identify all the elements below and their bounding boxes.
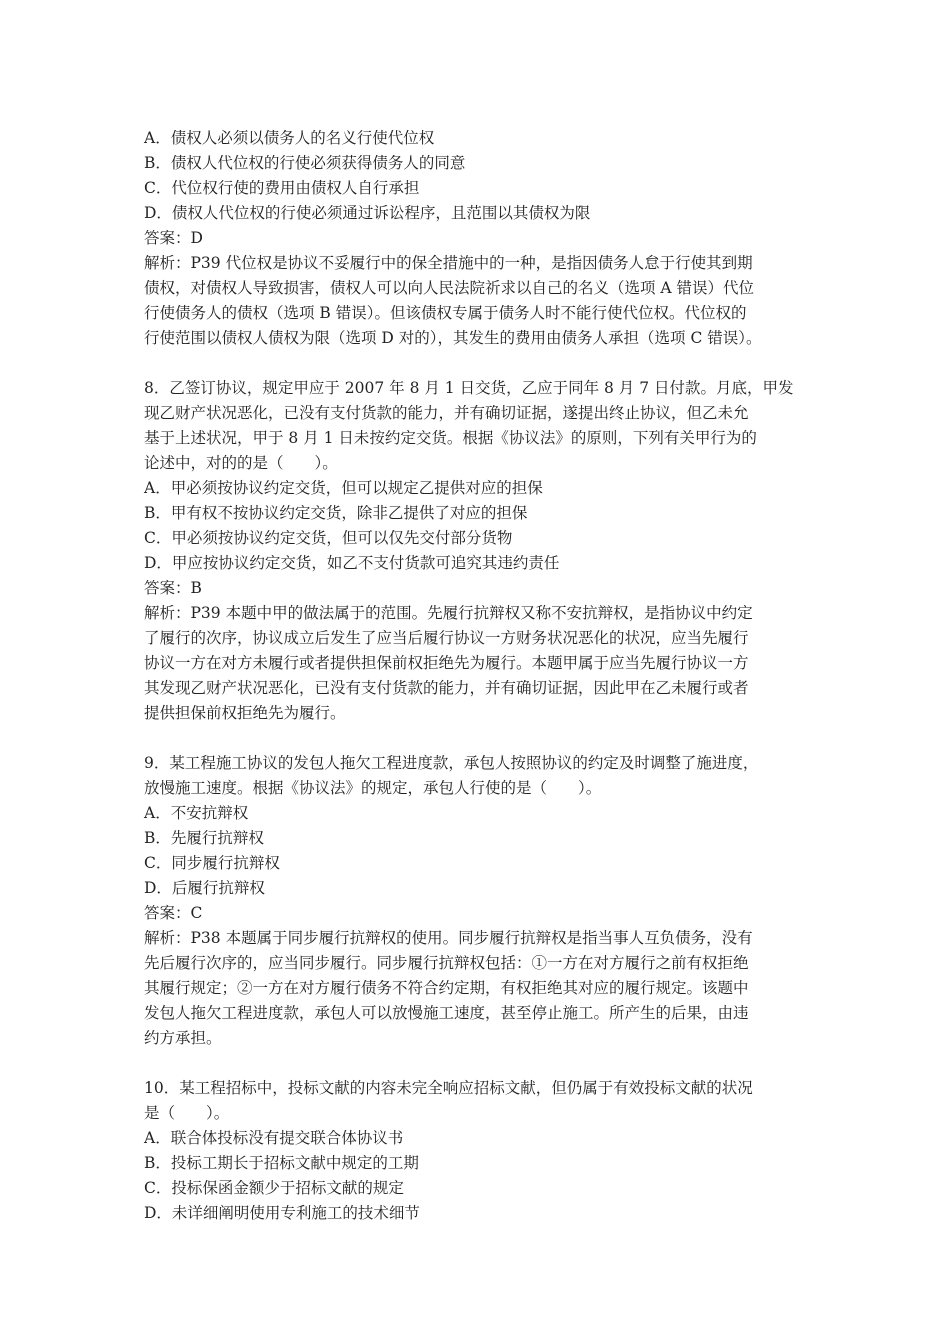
option-d: D．甲应按协议约定交货，如乙不支付货款可追究其违约责任 bbox=[144, 554, 560, 572]
analysis-line: 提供担保前权拒绝先为履行。 bbox=[144, 704, 346, 722]
analysis-line: 行使范围以债权人债权为限（选项 D 对的），其发生的费用由债务人承担（选项 C 错误）。 bbox=[144, 329, 762, 347]
analysis-line: 其履行规定；②一方在对方履行债务不符合约定期，有权拒绝其对应的履行规定。该题中 bbox=[144, 979, 749, 997]
paragraph-gap bbox=[144, 726, 810, 751]
option-c: C．投标保函金额少于招标文献的规定 bbox=[144, 1179, 404, 1197]
question-8-block bbox=[144, 376, 810, 726]
document-page bbox=[144, 126, 810, 1226]
answer: 答案：D bbox=[144, 229, 203, 247]
option-a: A．不安抗辩权 bbox=[144, 804, 249, 822]
question-text: 现乙财产状况恶化，已没有支付货款的能力，并有确切证据，遂提出终止协议，但乙未允 bbox=[144, 404, 749, 422]
analysis-line: 发包人拖欠工程进度款，承包人可以放慢施工速度，甚至停止施工。所产生的后果，由违 bbox=[144, 1004, 749, 1022]
analysis-line: 约方承担。 bbox=[144, 1029, 222, 1047]
answer: 答案：B bbox=[144, 579, 202, 597]
question-10-block bbox=[144, 1076, 810, 1226]
option-c: C．甲必须按协议约定交货，但可以仅先交付部分货物 bbox=[144, 529, 513, 547]
analysis-line: 解析：P39 代位权是协议不妥履行中的保全措施中的一种，是指因债务人怠于行使其到期 bbox=[144, 254, 753, 272]
option-b: B．债权人代位权的行使必须获得债务人的同意 bbox=[144, 154, 466, 172]
question-text: 基于上述状况，甲于 8 月 1 日未按约定交货。根据《协议法》的原则，下列有关甲行为的 bbox=[144, 429, 757, 447]
paragraph-gap bbox=[144, 351, 810, 376]
analysis-line: 先后履行次序的，应当同步履行。同步履行抗辩权包括：①一方在对方履行之前有权拒绝 bbox=[144, 954, 749, 972]
analysis-line: 解析：P39 本题中甲的做法属于的范围。先履行抗辩权又称不安抗辩权，是指协议中约定 bbox=[144, 604, 753, 622]
analysis-line: 行使债务人的债权（选项 B 错误）。但该债权专属于债务人时不能行使代位权。代位权的 bbox=[144, 304, 747, 322]
analysis-line: 解析：P38 本题属于同步履行抗辩权的使用。同步履行抗辩权是指当事人互负债务，没有 bbox=[144, 929, 753, 947]
question-text: 9．某工程施工协议的发包人拖欠工程进度款，承包人按照协议的约定及时调整了施进度， bbox=[144, 754, 759, 772]
option-c: C．同步履行抗辩权 bbox=[144, 854, 280, 872]
question-9-block bbox=[144, 751, 810, 1051]
option-a: A．联合体投标没有提交联合体协议书 bbox=[144, 1129, 404, 1147]
option-b: B．先履行抗辩权 bbox=[144, 829, 264, 847]
option-b: B．甲有权不按协议约定交货，除非乙提供了对应的担保 bbox=[144, 504, 528, 522]
question-text: 是（ ）。 bbox=[144, 1104, 230, 1122]
option-d: D．未详细阐明使用专利施工的技术细节 bbox=[144, 1204, 420, 1222]
analysis-line: 协议一方在对方未履行或者提供担保前权拒绝先为履行。本题甲属于应当先履行协议一方 bbox=[144, 654, 749, 672]
question-text: 10．某工程招标中，投标文献的内容未完全响应招标文献，但仍属于有效投标文献的状况 bbox=[144, 1079, 753, 1097]
option-a: A．债权人必须以债务人的名义行使代位权 bbox=[144, 129, 435, 147]
question-text: 论述中，对的的是（ ）。 bbox=[144, 454, 338, 472]
question-text: 8．乙签订协议，规定甲应于 2007 年 8 月 1 日交货，乙应于同年 8 月 7 日付款。月底，甲发 bbox=[144, 379, 794, 397]
question-text: 放慢施工速度。根据《协议法》的规定，承包人行使的是（ ）。 bbox=[144, 779, 602, 797]
option-d: D．后履行抗辩权 bbox=[144, 879, 265, 897]
analysis-line: 其发现乙财产状况恶化，已没有支付货款的能力，并有确切证据，因此甲在乙未履行或者 bbox=[144, 679, 749, 697]
analysis-line: 债权，对债权人导致损害，债权人可以向人民法院祈求以自己的名义（选项 A 错误）代位 bbox=[144, 279, 755, 297]
question-7-block bbox=[144, 126, 810, 351]
option-c: C．代位权行使的费用由债权人自行承担 bbox=[144, 179, 420, 197]
analysis-line: 了履行的次序，协议成立后发生了应当后履行协议一方财务状况恶化的状况，应当先履行 bbox=[144, 629, 749, 647]
paragraph-gap bbox=[144, 1051, 810, 1076]
answer: 答案：C bbox=[144, 904, 203, 922]
option-b: B．投标工期长于招标文献中规定的工期 bbox=[144, 1154, 419, 1172]
option-d: D．债权人代位权的行使必须通过诉讼程序，且范围以其债权为限 bbox=[144, 204, 591, 222]
option-a: A．甲必须按协议约定交货，但可以规定乙提供对应的担保 bbox=[144, 479, 543, 497]
